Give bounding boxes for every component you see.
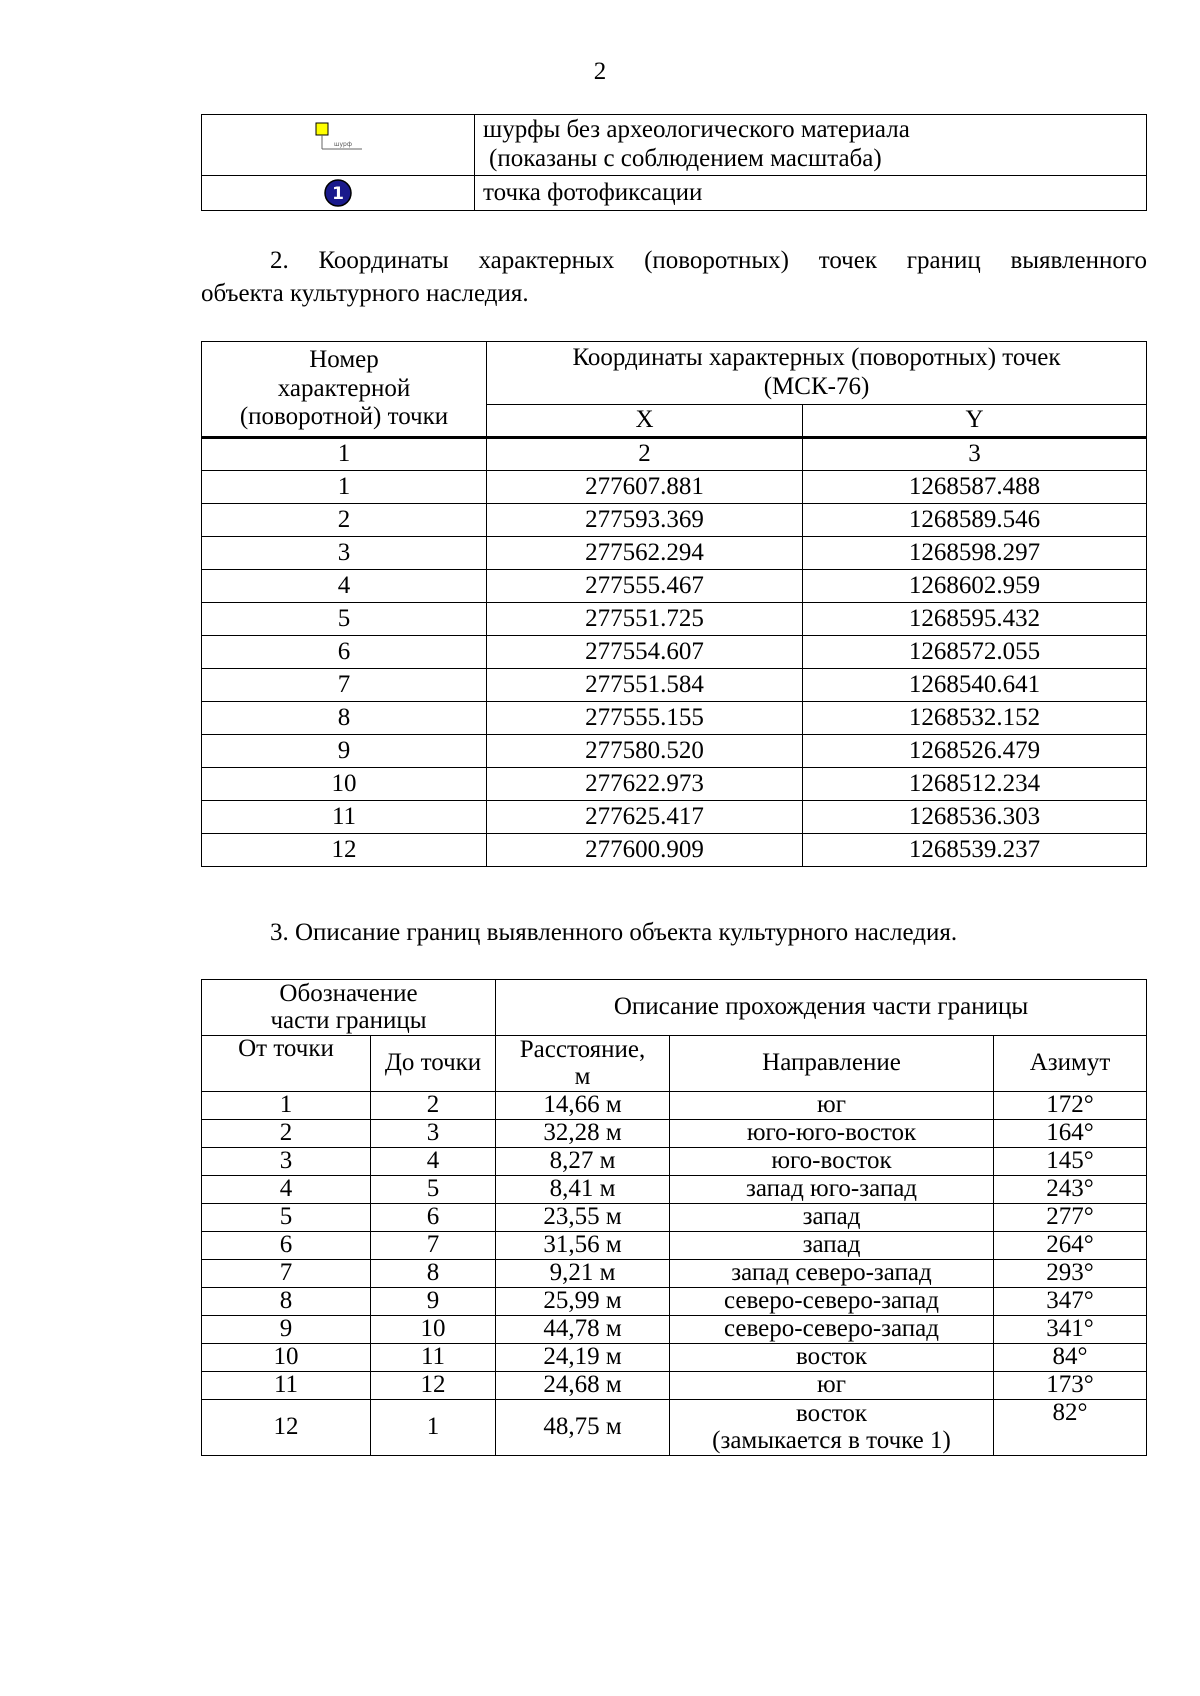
legend-row xyxy=(202,176,1147,211)
table-cell: 277555.155 xyxy=(487,702,803,735)
table-row xyxy=(202,504,1147,537)
table-cell: 8 xyxy=(202,1288,371,1316)
header-boundary-description: Описание прохождения части границы xyxy=(496,980,1147,1036)
table-cell: 11 xyxy=(202,801,487,834)
table-cell: 8 xyxy=(371,1260,496,1288)
table-cell: 10 xyxy=(371,1316,496,1344)
table-cell: 12 xyxy=(202,1400,371,1456)
table-row xyxy=(202,603,1147,636)
table-cell: 347° xyxy=(994,1288,1147,1316)
header-direction: Направление xyxy=(670,1036,994,1092)
table-cell: 9 xyxy=(202,735,487,768)
table-cell: 164° xyxy=(994,1120,1147,1148)
header-point-number: Номер характерной (поворотной) точки xyxy=(202,342,487,438)
table-cell: запад xyxy=(670,1204,994,1232)
table-cell: юго-восток xyxy=(670,1148,994,1176)
table-row xyxy=(202,537,1147,570)
table-cell: 293° xyxy=(994,1260,1147,1288)
table-header-row xyxy=(202,980,1147,1036)
table-cell: 4 xyxy=(371,1148,496,1176)
pit-icon-label: шурф xyxy=(334,141,352,149)
table-cell: 5 xyxy=(202,1204,371,1232)
section-2-heading xyxy=(201,244,1147,310)
index-cell: 1 xyxy=(202,438,487,471)
table-cell: северо-северо-запад xyxy=(670,1316,994,1344)
table-cell: 84° xyxy=(994,1344,1147,1372)
table-cell: 82° xyxy=(994,1400,1147,1456)
table-cell: юг xyxy=(670,1092,994,1120)
legend-text-line: шурфы без археологического материала xyxy=(483,116,910,144)
table-cell: 24,68 м xyxy=(496,1372,670,1400)
table-cell: 8 xyxy=(202,702,487,735)
table-cell: 6 xyxy=(371,1204,496,1232)
legend-text-line: (показаны с соблюдением масштаба) xyxy=(489,145,882,172)
table-cell: 9 xyxy=(371,1288,496,1316)
table-cell: 9 xyxy=(202,1316,371,1344)
table-cell: 1268587.488 xyxy=(803,471,1147,504)
table-row xyxy=(202,1148,1147,1176)
table-cell: 6 xyxy=(202,1232,371,1260)
table-cell: 11 xyxy=(202,1372,371,1400)
table-cell: 277° xyxy=(994,1204,1147,1232)
table-cell: 277625.417 xyxy=(487,801,803,834)
table-cell: 243° xyxy=(994,1176,1147,1204)
table-cell: 1268532.152 xyxy=(803,702,1147,735)
table-row xyxy=(202,471,1147,504)
table-cell: запад юго-запад xyxy=(670,1176,994,1204)
table-cell: 24,19 м xyxy=(496,1344,670,1372)
pit-icon xyxy=(312,121,364,161)
legend-text-line: точка фотофиксации xyxy=(483,178,703,206)
table-cell: 277562.294 xyxy=(487,537,803,570)
legend-symbol-cell xyxy=(202,115,475,176)
table-cell: 1 xyxy=(202,471,487,504)
table-cell: 9,21 м xyxy=(496,1260,670,1288)
table-cell: 2 xyxy=(202,504,487,537)
table-cell: 341° xyxy=(994,1316,1147,1344)
table-cell: 1268526.479 xyxy=(803,735,1147,768)
table-row xyxy=(202,1372,1147,1400)
table-row xyxy=(202,834,1147,867)
table-cell: 8,27 м xyxy=(496,1148,670,1176)
table-cell: 7 xyxy=(202,1260,371,1288)
page-number: 2 xyxy=(593,58,607,85)
table-cell: 1268598.297 xyxy=(803,537,1147,570)
table-cell: 4 xyxy=(202,570,487,603)
table-row xyxy=(202,1260,1147,1288)
table-cell: 1268540.641 xyxy=(803,669,1147,702)
table-row xyxy=(202,1232,1147,1260)
table-cell: 31,56 м xyxy=(496,1232,670,1260)
direction-cell: восток (замыкается в точке 1) xyxy=(670,1400,994,1456)
table-cell: 1268539.237 xyxy=(803,834,1147,867)
table-cell: юго-юго-восток xyxy=(670,1120,994,1148)
table-cell: запад северо-запад xyxy=(670,1260,994,1288)
section-2-line-1: 2. Координаты характерных (поворотных) точек границ выявленного xyxy=(270,247,1147,274)
table-cell: 2 xyxy=(371,1092,496,1120)
table-cell: 1268512.234 xyxy=(803,768,1147,801)
table-cell: восток xyxy=(670,1344,994,1372)
table-cell: 277554.607 xyxy=(487,636,803,669)
table-cell: 32,28 м xyxy=(496,1120,670,1148)
table-row xyxy=(202,669,1147,702)
table-cell: запад xyxy=(670,1232,994,1260)
legend-text-cell xyxy=(475,115,1147,176)
legend-text-cell xyxy=(475,176,1147,211)
table-cell: 44,78 м xyxy=(496,1316,670,1344)
coordinates-table xyxy=(201,341,1147,867)
photo-point-icon-label: 1 xyxy=(332,184,344,205)
table-row xyxy=(202,1344,1147,1372)
table-cell: 12 xyxy=(371,1372,496,1400)
legend-row xyxy=(202,115,1147,176)
table-cell: 25,99 м xyxy=(496,1288,670,1316)
table-cell: 8,41 м xyxy=(496,1176,670,1204)
table-cell: 3 xyxy=(202,1148,371,1176)
table-cell: 3 xyxy=(371,1120,496,1148)
table-row xyxy=(202,636,1147,669)
table-row xyxy=(202,1400,1147,1456)
photo-point-icon xyxy=(323,178,353,208)
table-cell: 3 xyxy=(202,537,487,570)
table-cell: 5 xyxy=(371,1176,496,1204)
table-cell: 23,55 м xyxy=(496,1204,670,1232)
table-cell: 14,66 м xyxy=(496,1092,670,1120)
table-cell: 277580.520 xyxy=(487,735,803,768)
table-header-row xyxy=(202,1036,1147,1092)
table-cell: юг xyxy=(670,1372,994,1400)
table-row xyxy=(202,1316,1147,1344)
header-to-point: До точки xyxy=(371,1036,496,1092)
table-cell: 277622.973 xyxy=(487,768,803,801)
index-cell: 3 xyxy=(803,438,1147,471)
table-cell: 1268602.959 xyxy=(803,570,1147,603)
index-cell: 2 xyxy=(487,438,803,471)
table-cell: 1268536.303 xyxy=(803,801,1147,834)
table-cell: 277555.467 xyxy=(487,570,803,603)
table-cell: 277593.369 xyxy=(487,504,803,537)
table-cell: 7 xyxy=(202,669,487,702)
table-cell: 172° xyxy=(994,1092,1147,1120)
table-cell: 145° xyxy=(994,1148,1147,1176)
table-cell: северо-северо-запад xyxy=(670,1288,994,1316)
table-cell: 10 xyxy=(202,768,487,801)
table-row xyxy=(202,1120,1147,1148)
boundary-description-table xyxy=(201,979,1147,1456)
table-cell: 1268589.546 xyxy=(803,504,1147,537)
legend-symbol-cell xyxy=(202,176,475,211)
header-y: Y xyxy=(803,405,1147,438)
table-cell: 11 xyxy=(371,1344,496,1372)
table-cell: 1268572.055 xyxy=(803,636,1147,669)
table-cell: 6 xyxy=(202,636,487,669)
header-x: X xyxy=(487,405,803,438)
table-cell: 2 xyxy=(202,1120,371,1148)
header-azimuth: Азимут xyxy=(994,1036,1147,1092)
table-row xyxy=(202,570,1147,603)
table-cell: 1 xyxy=(371,1400,496,1456)
table-row xyxy=(202,1288,1147,1316)
table-row xyxy=(202,1092,1147,1120)
section-3-heading: 3. Описание границ выявленного объекта культурного наследия. xyxy=(270,919,958,946)
table-cell: 1 xyxy=(202,1092,371,1120)
header-from-point: От точки xyxy=(202,1036,371,1092)
table-cell: 173° xyxy=(994,1372,1147,1400)
table-row xyxy=(202,1176,1147,1204)
table-cell: 5 xyxy=(202,603,487,636)
table-cell: 48,75 м xyxy=(496,1400,670,1456)
table-cell: 7 xyxy=(371,1232,496,1260)
legend-table xyxy=(201,114,1147,211)
table-index-row xyxy=(202,438,1147,471)
section-2-line-2: объекта культурного наследия. xyxy=(201,280,529,307)
table-row xyxy=(202,735,1147,768)
table-cell: 1268595.432 xyxy=(803,603,1147,636)
header-coordinates: Координаты характерных (поворотных) точек (МСК-76) xyxy=(487,342,1147,405)
table-cell: 12 xyxy=(202,834,487,867)
table-row xyxy=(202,1204,1147,1232)
header-boundary-part: Обозначение части границы xyxy=(202,980,496,1036)
table-cell: 277551.584 xyxy=(487,669,803,702)
header-distance: Расстояние, м xyxy=(496,1036,670,1092)
table-header-row xyxy=(202,342,1147,405)
table-row xyxy=(202,801,1147,834)
table-cell: 277600.909 xyxy=(487,834,803,867)
table-cell: 277607.881 xyxy=(487,471,803,504)
table-cell: 10 xyxy=(202,1344,371,1372)
table-row xyxy=(202,702,1147,735)
table-cell: 277551.725 xyxy=(487,603,803,636)
table-cell: 4 xyxy=(202,1176,371,1204)
table-cell: 264° xyxy=(994,1232,1147,1260)
table-row xyxy=(202,768,1147,801)
